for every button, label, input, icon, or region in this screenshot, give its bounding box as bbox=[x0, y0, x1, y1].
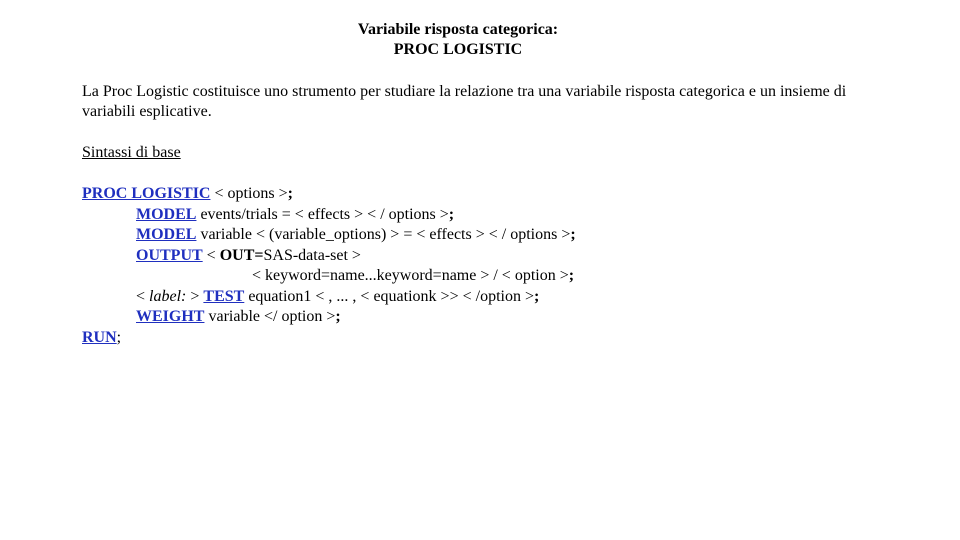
syntax-text: < bbox=[202, 246, 220, 264]
syntax-text: equation1 < , ... , < equationk >> < /option > bbox=[244, 287, 534, 305]
keyword-weight: WEIGHT bbox=[136, 308, 205, 325]
keyword-out: OUT= bbox=[219, 246, 264, 264]
syntax-line-proc bbox=[82, 184, 842, 205]
syntax-line-output bbox=[82, 246, 842, 267]
syntax-line-run bbox=[82, 328, 842, 349]
syntax-text: variable < (variable_options) > = < effects > < / options > bbox=[196, 226, 571, 243]
keyword-run: RUN bbox=[82, 328, 117, 346]
syntax-text: SAS-data-set > bbox=[263, 246, 361, 264]
syntax-text: events/trials = < effects > < / options > bbox=[196, 205, 449, 223]
intro-paragraph: La Proc Logistic costituisce uno strumento per studiare la relazione tra una variabile risposta categorica e un insieme di variabili esplicative. bbox=[82, 83, 847, 120]
keyword-output: OUTPUT bbox=[136, 246, 203, 264]
syntax-terminator: ; bbox=[116, 328, 122, 346]
syntax-line-output-cont bbox=[82, 266, 842, 287]
syntax-terminator: ; bbox=[533, 287, 540, 305]
syntax-line-test bbox=[82, 287, 842, 308]
syntax-text: < keyword=name...keyword=name > / < option > bbox=[252, 267, 569, 284]
syntax-text: < options > bbox=[210, 185, 288, 202]
keyword-test: TEST bbox=[203, 287, 245, 305]
syntax-terminator: ; bbox=[287, 185, 293, 202]
syntax-terminator: ; bbox=[448, 205, 455, 223]
syntax-terminator: ; bbox=[570, 226, 576, 243]
syntax-terminator: ; bbox=[335, 308, 341, 325]
keyword-proc-logistic: PROC LOGISTIC bbox=[82, 185, 211, 202]
keyword-model: MODEL bbox=[136, 205, 197, 223]
syntax-text: variable </ option > bbox=[204, 308, 336, 325]
page-title: Variabile risposta categorica: bbox=[357, 21, 559, 38]
syntax-label-italic: label: bbox=[149, 287, 187, 305]
keyword-model: MODEL bbox=[136, 226, 197, 243]
syntax-text: > bbox=[186, 287, 204, 305]
syntax-line-weight bbox=[82, 307, 842, 328]
section-heading: Sintassi di base bbox=[82, 144, 181, 161]
syntax-line-model-1 bbox=[82, 205, 842, 226]
page-subtitle: PROC LOGISTIC bbox=[393, 41, 523, 58]
syntax-line-model-2 bbox=[82, 225, 842, 246]
syntax-block bbox=[82, 184, 842, 348]
syntax-text: < bbox=[136, 287, 150, 305]
syntax-terminator: ; bbox=[568, 267, 575, 284]
